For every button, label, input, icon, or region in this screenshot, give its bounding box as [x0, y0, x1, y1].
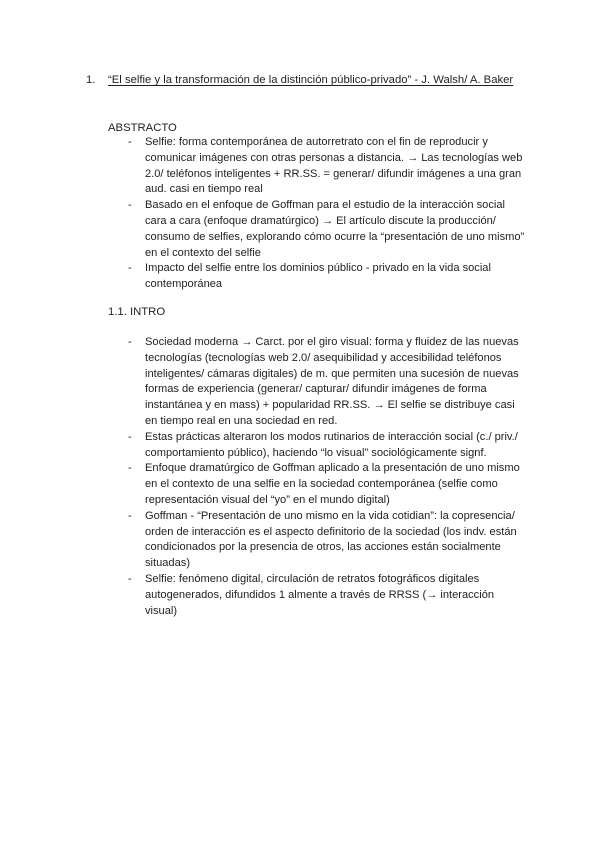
- list-item-text: Selfie: fenómeno digital, circulación de retratos fotográficos digitales autogenerados, difundidos 1 almente a través de RRSS (→ interacción visual): [145, 572, 495, 617]
- bullet-dash: -: [128, 199, 132, 212]
- list-item: [128, 135, 528, 198]
- list-item-text: Selfie: forma contemporánea de autorretrato con el fin de reproducir y comunicar imágenes con otras personas a distancia. → Las tecnologías web 2.0/ teléfonos inteligentes + RR.SS. = generar/ difundir imágenes a una gran aud. casi en tiempo real: [145, 136, 523, 196]
- bullet-dash: -: [128, 572, 132, 585]
- list-item-text: Impacto del selfie entre los dominios público - privado en la vida social contemporánea: [145, 262, 491, 291]
- abstract-bullet-list: [128, 135, 528, 293]
- list-item-text: Sociedad moderna → Carct. por el giro visual: forma y fluidez de las nuevas tecnologías (tecnologías web 2.0/ asequibilidad y accesibilidad teléfonos inteligentes/ cámaras digitales) de m. que permiten una sucesión de nuevas formas de experiencia (generar/ capturar/ difundir imágenes de forma instantánea y en mass) + popularidad RR.SS. → El selfie se distribuye casi en tiempo real en una sociedad en red.: [145, 336, 519, 427]
- list-item-text: Basado en el enfoque de Goffman para el estudio de la interacción social cara a cara (enfoque dramatúrgico) → El artículo discute la producción/ consumo de selfies, explorando cómo ocurre la “presentación de uno mismo” en el contexto del selfie: [145, 199, 525, 259]
- bullet-dash: -: [128, 262, 132, 275]
- list-item: [128, 261, 528, 293]
- intro-bullet-list: [128, 335, 528, 619]
- list-item: [128, 509, 528, 572]
- section-heading-intro: 1.1. INTRO: [108, 306, 166, 318]
- bullet-dash: -: [128, 430, 132, 443]
- bullet-dash: -: [128, 336, 132, 348]
- list-item-text: Estas prácticas alteraron los modos rutinarios de interacción social (c./ priv./ comportamiento público), haciendo “lo visual” sociológicamente signf.: [145, 430, 518, 459]
- title-number: 1.: [86, 74, 96, 86]
- list-item: [128, 335, 528, 430]
- title-text: “El selfie y la transformación de la distinción público-privado” - J. Walsh/ A. Baker: [108, 74, 514, 86]
- bullet-dash: -: [128, 462, 132, 475]
- list-item-text: Goffman - “Presentación de uno mismo en la vida cotidian”: la copresencia/ orden de interacción es el aspecto definitorio de la sociedad (los indv. están condicionados por la presencia de otros, las acciones están socialmente situadas): [145, 509, 517, 570]
- list-item: [128, 198, 528, 261]
- list-item: [128, 572, 528, 619]
- section-heading-abstract: ABSTRACTO: [108, 122, 177, 134]
- bullet-dash: -: [128, 136, 132, 148]
- list-item-text: Enfoque dramatúrgico de Goffman aplicado a la presentación de uno mismo en el contexto de una selfie en la sociedad contemporánea (selfie como representación visual del “yo” en el mundo digital): [145, 462, 520, 506]
- bullet-dash: -: [128, 509, 132, 522]
- list-item: [128, 461, 528, 508]
- list-item: [128, 430, 528, 462]
